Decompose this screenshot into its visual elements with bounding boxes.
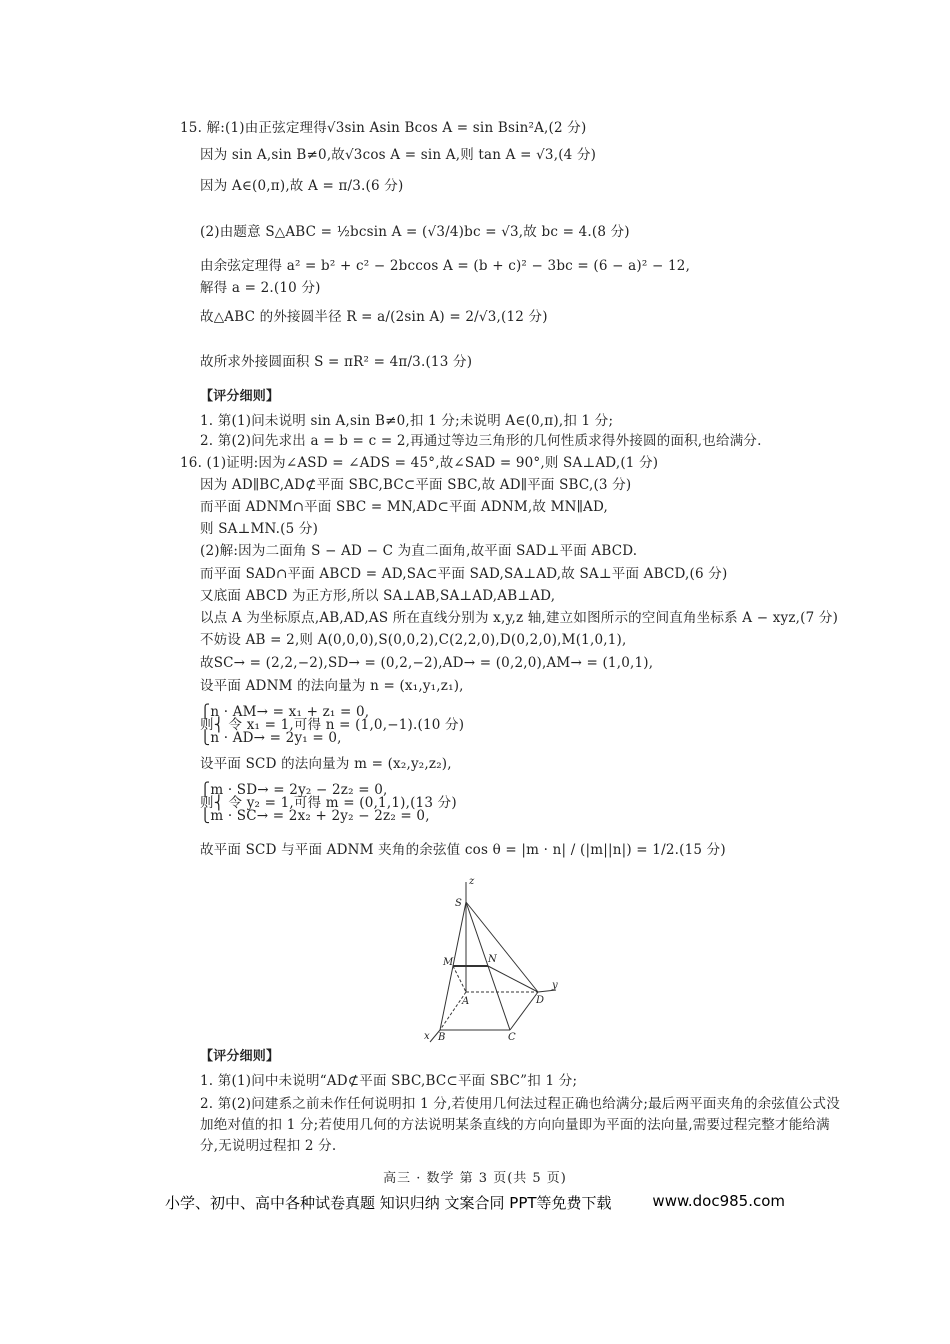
site-credit <box>165 1192 785 1213</box>
segment-ma <box>453 966 466 992</box>
solution-line: 以点 A 为坐标原点,AB,AD,AS 所在直线分别为 x,y,z 轴,建立如图所示的空间直角坐标系 A − xyz,(7 分) <box>200 610 839 626</box>
solution-line: 设平面 ADNM 的法向量为 n = (x₁,y₁,z₁), <box>200 678 464 694</box>
solution-line: 不妨设 AB = 2,则 A(0,0,0),S(0,0,2),C(2,2,0),D(0,2,0),M(1,0,1), <box>200 632 627 648</box>
solution-line: 15. 解:(1)由正弦定理得√3sin Asin Bcos A = sin Bsin²A,(2 分) <box>180 120 587 136</box>
label-n: N <box>488 954 497 965</box>
solution-line: 分,无说明过程扣 2 分. <box>200 1138 337 1154</box>
solution-line: 则⎨ 令 y₂ = 1,可得 m = (0,1,1),(13 分) <box>200 795 457 811</box>
label-y: y <box>552 980 558 991</box>
solution-line: 加绝对值的扣 1 分;若使用几何的方法说明某条直线的方向向量即为平面的法向量,需要过程完整才能给满 <box>200 1117 830 1133</box>
solution-line: 则⎨ 令 x₁ = 1,可得 n = (1,0,−1).(10 分) <box>200 717 465 733</box>
label-b: B <box>438 1032 446 1043</box>
solution-line: 因为 A∈(0,π),故 A = π/3.(6 分) <box>200 178 404 194</box>
credit-url: www.doc985.com <box>652 1192 785 1210</box>
section-heading: 【评分细则】 <box>200 1049 280 1064</box>
edge-sd <box>466 902 538 992</box>
solution-line: (2)由题意 S△ABC = ½bcsin A = (√3/4)bc = √3,故 bc = 4.(8 分) <box>200 224 630 240</box>
solution-line: 故△ABC 的外接圆半径 R = a/(2sin A) = 2/√3,(12 分) <box>200 309 548 325</box>
solution-line: 2. 第(2)问建系之前未作任何说明扣 1 分,若使用几何法过程正确也给满分;最后两平面夹角的余弦值公式没 <box>200 1096 840 1112</box>
pyramid-figure <box>410 872 570 1044</box>
label-a: A <box>462 996 470 1007</box>
solution-line: 16. (1)证明:因为∠ASD = ∠ADS = 45°,故∠SAD = 90°,则 SA⊥AD,(1 分) <box>180 455 659 471</box>
solution-line: 因为 AD∥BC,AD⊄平面 SBC,BC⊂平面 SBC,故 AD∥平面 SBC,(3 分) <box>200 477 632 493</box>
solution-line: ⎩m · SC→ = 2x₂ + 2y₂ − 2z₂ = 0, <box>200 808 430 824</box>
solution-line: 则 SA⊥MN.(5 分) <box>200 521 319 537</box>
label-m: M <box>443 957 454 968</box>
section-heading: 【评分细则】 <box>200 389 280 404</box>
solution-line: 解得 a = 2.(10 分) <box>200 280 321 296</box>
solution-line: 故平面 SCD 与平面 ADNM 夹角的余弦值 cos θ = |m · n| / (|m||n|) = 1/2.(15 分) <box>200 842 726 858</box>
solution-line: 故所求外接圆面积 S = πR² = 4π/3.(13 分) <box>200 354 473 370</box>
solution-line: 因为 sin A,sin B≠0,故√3cos A = sin A,则 tan A = √3,(4 分) <box>200 147 597 163</box>
solution-line: 2. 第(2)问先求出 a = b = c = 2,再通过等边三角形的几何性质求得外接圆的面积,也给满分. <box>200 433 762 449</box>
solution-line: 又底面 ABCD 为正方形,所以 SA⊥AB,SA⊥AD,AB⊥AD, <box>200 588 556 604</box>
solution-line: 1. 第(1)问未说明 sin A,sin B≠0,扣 1 分;未说明 A∈(0,π),扣 1 分; <box>200 413 614 429</box>
label-d: D <box>536 995 545 1006</box>
solution-line: 故SC→ = (2,2,−2),SD→ = (0,2,−2),AD→ = (0,2,0),AM→ = (1,0,1), <box>200 655 654 671</box>
label-c: C <box>508 1032 516 1043</box>
label-z: z <box>469 876 475 887</box>
solution-line: 而平面 SAD∩平面 ABCD = AD,SA⊂平面 SAD,SA⊥AD,故 SA⊥平面 ABCD,(6 分) <box>200 566 728 582</box>
solution-line: ⎧m · SD→ = 2y₂ − 2z₂ = 0, <box>200 782 388 798</box>
label-x: x <box>424 1031 430 1042</box>
label-s: S <box>455 898 462 909</box>
solution-line: ⎧n · AM→ = x₁ + z₁ = 0, <box>200 704 370 720</box>
page-footer: 高三 · 数学 第 3 页(共 5 页) <box>383 1171 567 1186</box>
solution-line: 由余弦定理得 a² = b² + c² − 2bccos A = (b + c)² − 3bc = (6 − a)² − 12, <box>200 258 691 274</box>
edge-cd <box>510 992 538 1030</box>
solution-line: 1. 第(1)问中未说明“AD⊄平面 SBC,BC⊂平面 SBC”扣 1 分; <box>200 1073 578 1089</box>
credit-text: 小学、初中、高中各种试卷真题 知识归纳 文案合同 PPT等免费下载 <box>165 1194 612 1212</box>
solution-line: (2)解:因为二面角 S − AD − C 为直二面角,故平面 SAD⊥平面 ABCD. <box>200 543 638 559</box>
solution-line: ⎩n · AD→ = 2y₁ = 0, <box>200 730 342 746</box>
solution-line: 而平面 ADNM∩平面 SBC = MN,AD⊂平面 ADNM,故 MN∥AD, <box>200 499 609 515</box>
solution-line: 设平面 SCD 的法向量为 m = (x₂,y₂,z₂), <box>200 756 452 772</box>
